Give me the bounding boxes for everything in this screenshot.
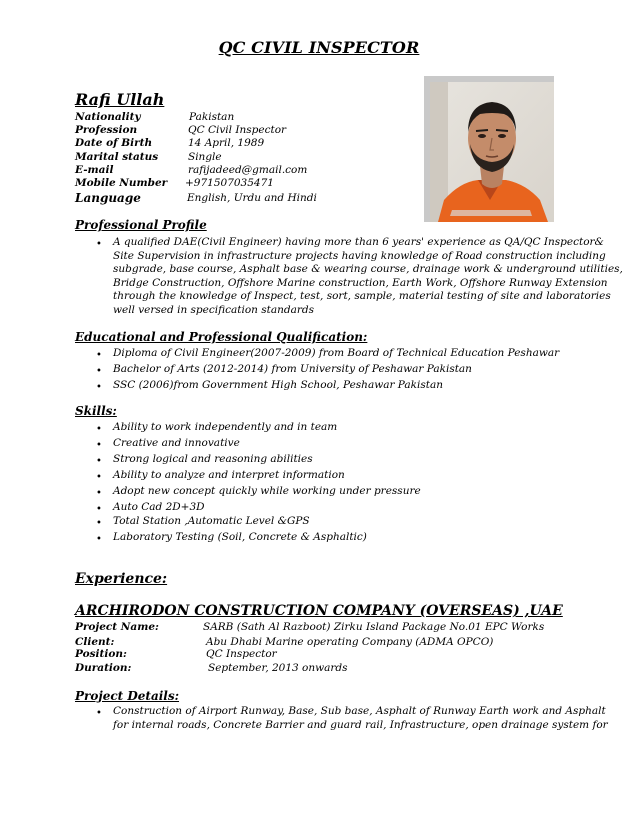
bullet-icon: • (96, 366, 102, 377)
profile-line: through the knowledge of Inspect, test, sort, sample, material testing of site and laboratories (113, 290, 611, 303)
professional-profile-text (113, 236, 623, 318)
bullet-icon: • (96, 488, 102, 499)
bullet-icon: • (96, 350, 102, 361)
info-value: 14 April, 1989 (188, 137, 265, 149)
info-label: Language (75, 191, 141, 205)
profile-photo-frame (424, 76, 554, 222)
info-label: Marital status (75, 151, 159, 163)
profile-line: subgrade, base course, Asphalt base & wearing course, drainage work & underground utilities, (113, 263, 623, 276)
exp-value: SARB (Sath Al Razboot) Zirku Island Package No.01 EPC Works (203, 621, 545, 633)
info-value: rafijadeed@gmail.com (188, 164, 308, 176)
company-name: ARCHIRODON CONSTRUCTION COMPANY (OVERSEAS) ,UAE (75, 603, 563, 619)
profile-line: Bridge Construction, Offshore Marine construction, Earth Work, Offshore Runway Extension (113, 276, 608, 289)
bullet-icon: • (96, 239, 102, 250)
project-details-heading: Project Details: (75, 689, 180, 703)
exp-value: Abu Dhabi Marine operating Company (ADMA OPCO) (206, 636, 494, 648)
project-details-text (113, 705, 608, 732)
profile-line: Site Supervision in infrastructure projects having knowledge of Road construction including (113, 249, 606, 262)
profile-line: well versed in specification standards (113, 303, 314, 316)
profile-line: A qualified DAE(Civil Engineer) having more than 6 years' experience as QA/QC Inspector& (113, 236, 604, 248)
exp-value: QC Inspector (206, 648, 277, 660)
info-label: Date of Birth (75, 137, 153, 149)
bullet-icon: • (96, 440, 102, 451)
exp-value: September, 2013 onwards (208, 662, 348, 674)
experience-heading: Experience: (75, 571, 168, 587)
info-value: +971507035471 (185, 177, 274, 189)
education-heading: Educational and Professional Qualification: (75, 330, 368, 344)
info-label: E-mail (75, 164, 114, 176)
page-title: QC CIVIL INSPECTOR (218, 38, 420, 57)
bullet-icon: • (96, 534, 102, 545)
info-label: Nationality (75, 111, 141, 123)
project-line: Construction of Airport Runway, Base, Sub base, Asphalt of Runway Earth work and Asphalt (113, 705, 606, 717)
info-label: Mobile Number (75, 177, 168, 189)
info-value: Pakistan (189, 111, 235, 123)
resume-page: QC CIVIL INSPECTOR Rafi Ullah Nationality Pakistan Profession QC Civil Inspector Date of Birth 14 April, 1989 Marital status Single E-mail rafijadeed@gmail.com Mobile Number +971507035471 Language English, Urdu and Hindi Professional Profile • A qualified DAE(Civil Engineer) having more than 6 years' experience as QA/QC Inspector& Site Supervision in infrastructure projects having knowledge of Road construction including subgrade, base course, Asphalt base & wearing course, drainage work & underground utilities, Bridge Construction, Offshore Marine construction, Earth Work, Offshore Runway Extension through the knowledge of Inspect, test, sort, sample, material testing of site and laboratories well versed in specification standards Educational and Professional Qualification: • Diploma of Civil Engineer(2007-2009) from Board of Technical Education Peshawar • Bachelor of Arts (2012-2014) from University of Peshawar Pakistan • SSC (2006)from Government High School, Peshawar Pakistan Skills: • Ability to work independently and in team • Creative and innovative • Strong logical and reasoning abilities • Ability to analyze and interpret information • Adopt new concept quickly while working under pressure • Auto Cad 2D+3D • Total Station ,Automatic Level &GPS • Laboratory Testing (Soil, Concrete & Asphaltic) Experience: ARCHIRODON CONSTRUCTION COMPANY (OVERSEAS) ,UAE Project Name: SARB (Sath Al Razboot) Zirku Island Package No.01 EPC Works Client: Abu Dhabi Marine operating Company (ADMA OPCO) Position: QC Inspector Duration: September, 2013 onwards Project Details: • Construction of Airport Runway, Base, Sub base, Asphalt of Runway Earth work and Asphalt for internal roads, Concrete Barrier and guard rail, Infrastructure, open drainage system for (0, 0, 638, 826)
info-label: Profession (75, 124, 138, 136)
bullet-icon: • (96, 382, 102, 393)
bullet-icon: • (96, 472, 102, 483)
info-value: Single (188, 151, 222, 163)
bullet-icon: • (96, 708, 102, 719)
skills-heading: Skills: (75, 404, 117, 418)
candidate-name: Rafi Ullah (75, 90, 165, 109)
bullet-icon: • (96, 518, 102, 529)
bullet-icon: • (96, 424, 102, 435)
exp-label: Client: (75, 636, 115, 648)
exp-label: Position: (75, 648, 127, 660)
exp-label: Duration: (75, 662, 132, 674)
info-value: QC Civil Inspector (188, 124, 287, 136)
exp-label: Project Name: (75, 621, 159, 633)
bullet-icon: • (96, 504, 102, 515)
info-value: English, Urdu and Hindi (187, 192, 317, 204)
bullet-icon: • (96, 456, 102, 467)
professional-profile-heading: Professional Profile (75, 218, 207, 232)
project-line: for internal roads, Concrete Barrier and guard rail, Infrastructure, open drainage system for (113, 718, 608, 731)
profile-photo (430, 82, 554, 222)
